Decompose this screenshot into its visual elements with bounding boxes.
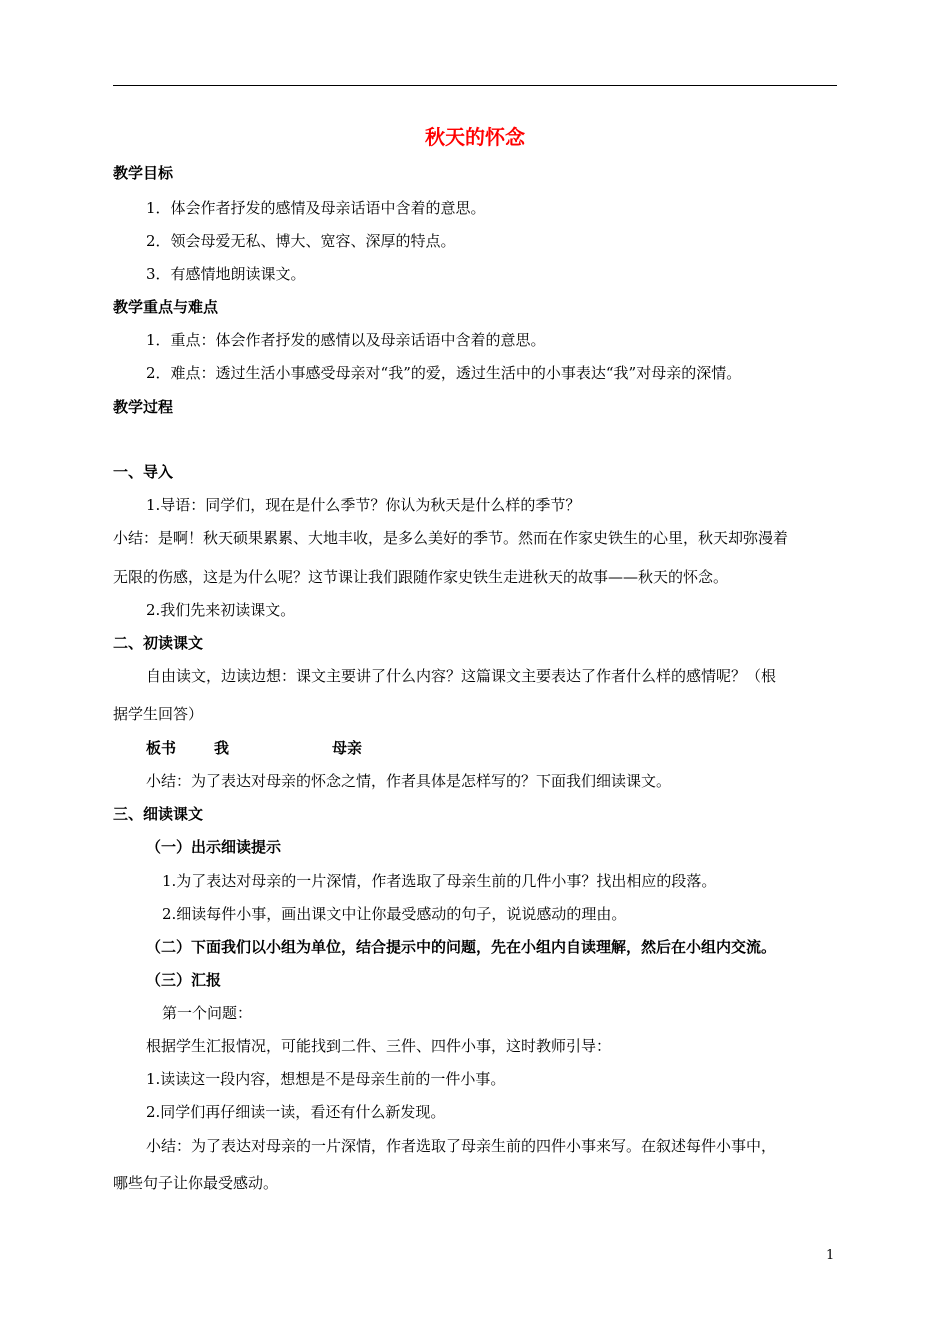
- section1-question-2: 2.我们先来初读课文。: [146, 601, 296, 619]
- section2-para-line-2: 据学生回答）: [113, 705, 204, 723]
- section2-summary: 小结：为了表达对母亲的怀念之情，作者具体是怎样写的？下面我们细读课文。: [146, 772, 672, 790]
- subsection1-heading: （一）出示细读提示: [146, 838, 282, 856]
- key-points-heading: 教学重点与难点: [113, 298, 219, 316]
- board-me: 我: [214, 739, 230, 757]
- board-mother: 母亲: [332, 739, 363, 757]
- final-summary-line-2: 哪些句子让你最受感动。: [113, 1174, 279, 1192]
- final-summary-line-1: 小结：为了表达对母亲的一片深情，作者选取了母亲生前的四件小事来写。在叙述每件小事中，: [146, 1137, 777, 1155]
- report-item-1: 1.读读这一段内容，想想是不是母亲生前的一件小事。: [146, 1070, 506, 1088]
- key-point-item-1: 1．重点：体会作者抒发的感情以及母亲话语中含着的意思。: [146, 331, 546, 349]
- section1-summary-line-2: 无限的伤感，这是为什么呢？这节课让我们跟随作家史铁生走进秋天的故事——秋天的怀念。: [113, 568, 729, 586]
- key-point-item-2: 2．难点：透过生活小事感受母亲对“我”的爱，透过生活中的小事表达“我”对母亲的深情。: [146, 364, 742, 382]
- section2-para-line-1: 自由读文，边读边想：课文主要讲了什么内容？这篇课文主要表达了作者什么样的感情呢？（根: [146, 667, 777, 685]
- objective-item-2: 2．领会母爱无私、博大、宽容、深厚的特点。: [146, 232, 456, 250]
- section1-summary-line-1: 小结：是啊！秋天硕果累累、大地丰收，是多么美好的季节。然而在作家史铁生的心里，秋天却弥漫着: [113, 529, 789, 547]
- objective-item-3: 3．有感情地朗读课文。: [146, 265, 306, 283]
- header-rule: [113, 85, 837, 86]
- section1-heading: 一、导入: [113, 463, 174, 481]
- section2-heading: 二、初读课文: [113, 634, 204, 652]
- subsection2-heading: （二）下面我们以小组为单位，结合提示中的问题，先在小组内自读理解，然后在小组内交流。: [146, 938, 777, 956]
- subsection3-heading: （三）汇报: [146, 971, 222, 989]
- process-heading: 教学过程: [113, 398, 174, 416]
- document-title: 秋天的怀念: [425, 125, 525, 149]
- page-number: 1: [826, 1248, 835, 1263]
- board-label: 板书: [146, 739, 177, 757]
- subsection1-item-2: 2.细读每件小事，画出课文中让你最受感动的句子，说说感动的理由。: [162, 905, 627, 923]
- report-intro: 根据学生汇报情况，可能找到二件、三件、四件小事，这时教师引导：: [146, 1037, 612, 1055]
- first-question-label: 第一个问题：: [162, 1004, 253, 1022]
- objective-item-1: 1．体会作者抒发的感情及母亲话语中含着的意思。: [146, 199, 486, 217]
- objectives-heading: 教学目标: [113, 164, 174, 182]
- report-item-2: 2.同学们再仔细读一读，看还有什么新发现。: [146, 1103, 446, 1121]
- blackboard-notes: [146, 738, 362, 758]
- section1-question-1: 1.导语：同学们，现在是什么季节？你认为秋天是什么样的季节？: [146, 496, 581, 514]
- subsection1-item-1: 1.为了表达对母亲的一片深情，作者选取了母亲生前的几件小事？找出相应的段落。: [162, 872, 717, 890]
- section3-heading: 三、细读课文: [113, 805, 204, 823]
